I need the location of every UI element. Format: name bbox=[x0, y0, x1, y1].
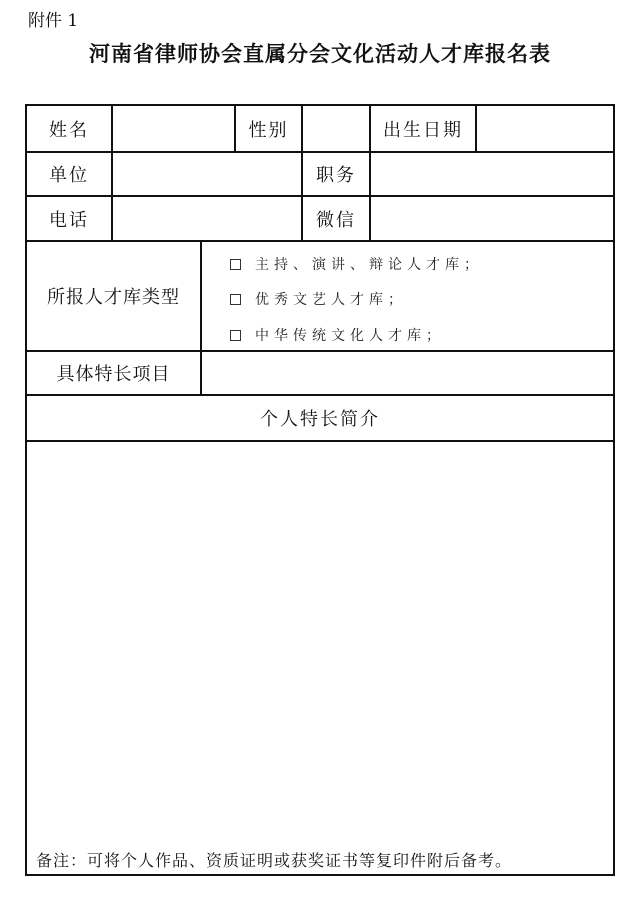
birth-date-field[interactable] bbox=[477, 106, 613, 151]
position-field[interactable] bbox=[371, 153, 613, 195]
option-label: 主持、演讲、辩论人才库； bbox=[255, 257, 483, 273]
name-label: 姓名 bbox=[49, 119, 89, 141]
phone-label: 电话 bbox=[49, 209, 89, 231]
specialty-field[interactable] bbox=[202, 352, 613, 394]
gender-field[interactable] bbox=[303, 106, 369, 151]
intro-field[interactable] bbox=[27, 442, 613, 842]
wechat-label: 微信 bbox=[316, 209, 356, 231]
position-label: 职务 bbox=[316, 165, 356, 186]
checkbox-icon[interactable] bbox=[230, 294, 241, 305]
option-label: 中华传统文化人才库； bbox=[255, 328, 445, 344]
specialty-label: 具体特长项目 bbox=[56, 364, 171, 385]
wechat-field[interactable] bbox=[371, 197, 613, 240]
option-traditional-culture[interactable] bbox=[230, 325, 445, 345]
form-title: 河南省律师协会直属分会文化活动人才库报名表 bbox=[89, 41, 551, 66]
birth-date-label: 出生日期 bbox=[383, 119, 463, 141]
registration-form bbox=[25, 104, 615, 876]
attachment-label: 附件 1 bbox=[28, 11, 79, 31]
talent-type-label: 所报人才库类型 bbox=[47, 287, 180, 308]
option-arts[interactable] bbox=[230, 289, 407, 309]
name-field[interactable] bbox=[113, 106, 234, 151]
gender-label: 性别 bbox=[248, 119, 289, 141]
intro-header: 个人特长简介 bbox=[260, 409, 380, 430]
checkbox-icon[interactable] bbox=[230, 259, 241, 270]
unit-field[interactable] bbox=[113, 153, 301, 195]
unit-label: 单位 bbox=[49, 165, 89, 186]
footnote: 备注：可将个人作品、资质证明或获奖证书等复印件附后备考。 bbox=[36, 851, 513, 870]
checkbox-icon[interactable] bbox=[230, 330, 241, 341]
phone-field[interactable] bbox=[113, 197, 301, 240]
option-host-speech-debate[interactable] bbox=[230, 254, 483, 274]
option-label: 优秀文艺人才库； bbox=[255, 292, 407, 308]
